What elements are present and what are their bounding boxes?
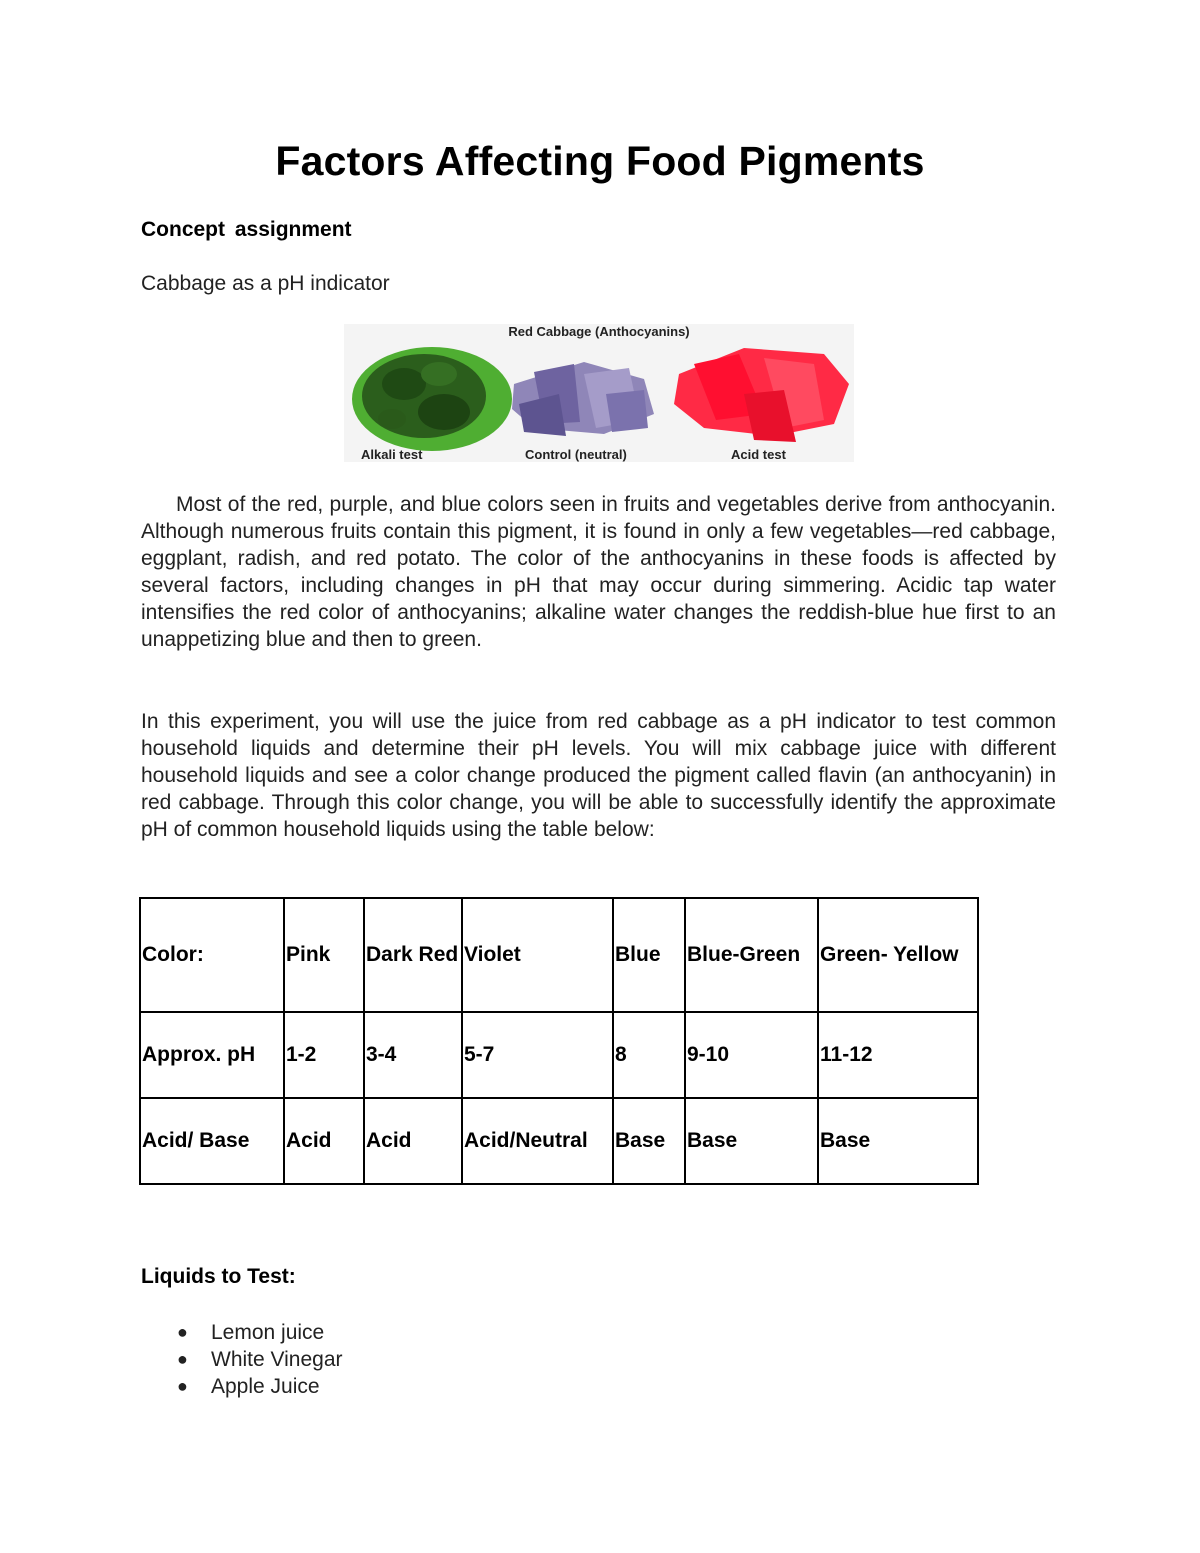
figure-title: Red Cabbage (Anthocyanins): [508, 324, 690, 339]
table-cell: 9-10: [685, 1012, 818, 1098]
table-row: [140, 898, 978, 1012]
bullet-icon: ●: [177, 1322, 188, 1342]
table-cell: Pink: [284, 898, 364, 1012]
table-cell: Acid/ Base: [140, 1098, 284, 1184]
acid-caption: Acid test: [731, 447, 786, 462]
table-cell: Dark Red: [364, 898, 462, 1012]
table-cell: 3-4: [364, 1012, 462, 1098]
control-sample: [512, 362, 654, 436]
list-item-label: Apple Juice: [211, 1375, 320, 1398]
intro-line: Cabbage as a pH indicator: [141, 272, 390, 295]
table-row: [140, 1012, 978, 1098]
page-title: Factors Affecting Food Pigments: [275, 138, 925, 184]
table-cell: Acid: [364, 1098, 462, 1184]
alkali-caption: Alkali test: [361, 447, 423, 462]
ph-color-table: [139, 897, 979, 1185]
bullet-icon: ●: [177, 1349, 188, 1369]
table-cell: Acid: [284, 1098, 364, 1184]
liquids-list: [141, 1319, 343, 1400]
list-item-label: White Vinegar: [211, 1348, 343, 1371]
table-cell: 8: [613, 1012, 685, 1098]
cabbage-ph-figure: [344, 324, 854, 462]
table-row: [140, 1098, 978, 1184]
table-cell: 5-7: [462, 1012, 613, 1098]
alkali-sample: [352, 347, 512, 451]
table-cell: 11-12: [818, 1012, 978, 1098]
table-cell: Base: [613, 1098, 685, 1184]
table-cell: Color:: [140, 898, 284, 1012]
section-subheading: Concept assignment: [141, 218, 352, 241]
cabbage-samples-illustration: [344, 324, 854, 462]
table-cell: Violet: [462, 898, 613, 1012]
table-cell: 1-2: [284, 1012, 364, 1098]
paragraph-anthocyanin: Most of the red, purple, and blue colors seen in fruits and vegetables derive from anthocyanin. Although numerous fruits contain this pigment, it is found in only a few vegetables—red cabbage, eggplant, radish, and red potato. The color of the anthocyanins in these foods is affected by several factors, including changes in pH that may occur during simmering. Acidic tap water intensifies the red color of anthocyanins; alkaline water changes the reddish-blue hue first to an unappetizing blue and then to green.: [141, 493, 1056, 651]
bullet-icon: ●: [177, 1376, 188, 1396]
liquids-heading: Liquids to Test:: [141, 1265, 296, 1288]
table-cell: Approx. pH: [140, 1012, 284, 1098]
list-item: [141, 1373, 343, 1400]
table-cell: Blue: [613, 898, 685, 1012]
acid-sample: [674, 348, 849, 442]
table-cell: Acid/Neutral: [462, 1098, 613, 1184]
list-item: [141, 1346, 343, 1373]
list-item: [141, 1319, 343, 1346]
table-cell: Base: [685, 1098, 818, 1184]
list-item-label: Lemon juice: [211, 1321, 325, 1344]
table-cell: Base: [818, 1098, 978, 1184]
control-caption: Control (neutral): [525, 447, 627, 462]
table-cell: Green- Yellow: [818, 898, 978, 1012]
table-cell: Blue-Green: [685, 898, 818, 1012]
paragraph-experiment: In this experiment, you will use the juice from red cabbage as a pH indicator to test common household liquids and determine their pH levels. You will mix cabbage juice with different household liquids and see a color change produced the pigment called flavin (an anthocyanin) in red cabbage. Through this color change, you will be able to successfully identify the approximate pH of common household liquids using the table below:: [141, 710, 1056, 841]
